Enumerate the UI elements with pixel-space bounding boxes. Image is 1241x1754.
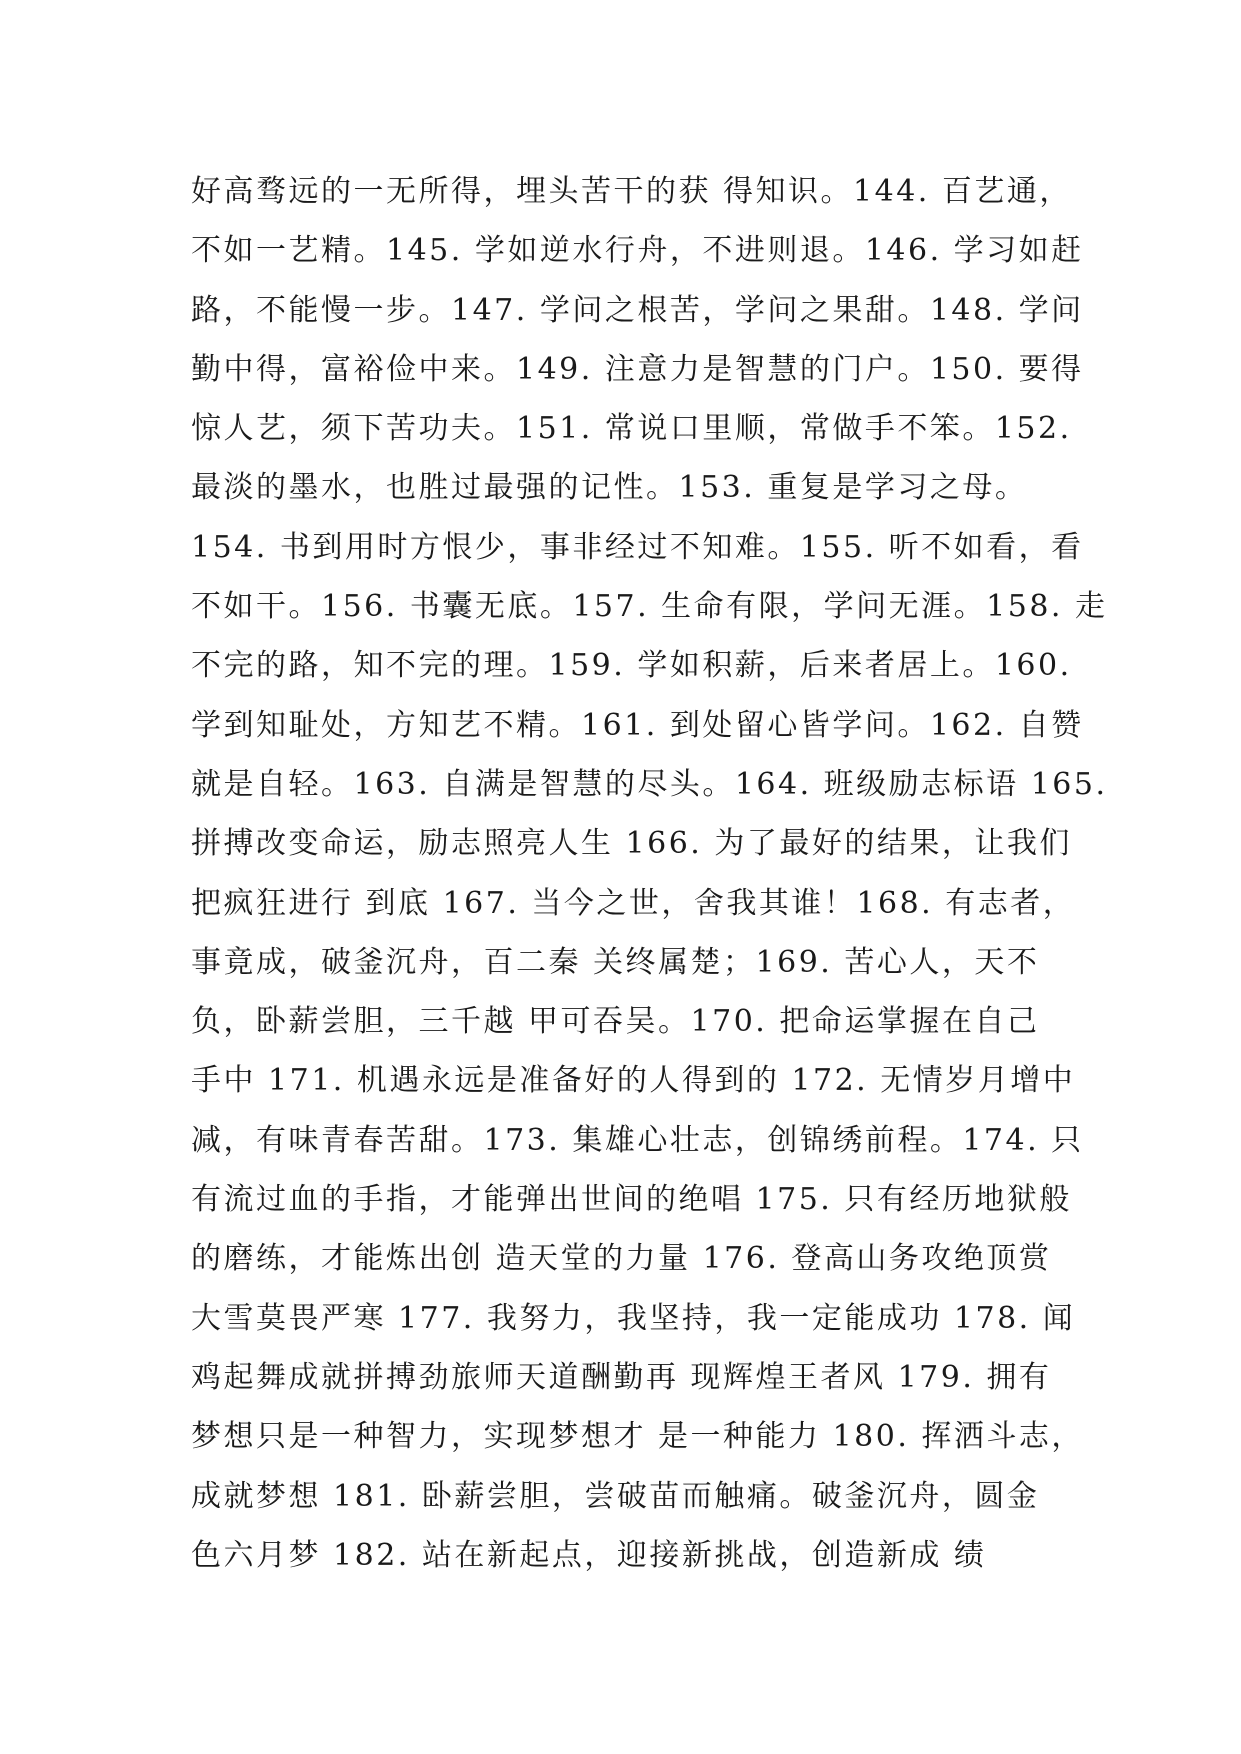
text-line: 鸡起舞成就拼搏劲旅师天道酬勤再 现辉煌王者风 179. 拥有 [191,1359,1052,1395]
text-line: 负，卧薪尝胆，三千越 甲可吞吴。170. 把命运掌握在自己 [191,1004,1040,1040]
text-line: 梦想只是一种智力，实现梦想才 是一种能力 180. 挥洒斗志， [191,1419,1084,1455]
body-text [191,162,1108,1585]
text-line: 色六月梦 182. 站在新起点，迎接新挑战，创造新成 绩 [191,1537,987,1573]
text-line: 好高骛远的一无所得，埋头苦干的获 得知识。144. 百艺通， [191,174,1072,209]
text-line: 手中 171. 机遇永远是准备好的人得到的 172. 无情岁月增中 [191,1063,1076,1099]
text-line: 成就梦想 181. 卧薪尝胆，尝破苗而触痛。破釜沉舟，圆金 [191,1478,1040,1514]
text-line: 最淡的墨水，也胜过最强的记性。153. 重复是学习之母。 [191,470,1028,506]
text-line: 有流过血的手指，才能弹出世间的绝唱 175. 只有经历地狱般 [191,1182,1072,1218]
text-line: 154. 书到用时方恨少，事非经过不知难。155. 听不如看，看 [191,529,1084,565]
text-line: 减，有味青春苦甜。173. 集雄心壮志，创锦绣前程。174. 只 [191,1122,1084,1158]
text-line: 拼搏改变命运，励志照亮人生 166. 为了最好的结果，让我们 [191,826,1072,862]
text-line: 不如干。156. 书囊无底。157. 生命有限，学问无涯。158. 走 [191,589,1108,625]
text-line: 把疯狂进行 到底 167. 当今之世，舍我其谁！168. 有志者， [191,885,1076,921]
text-line: 勤中得，富裕俭中来。149. 注意力是智慧的门户。150. 要得 [191,351,1084,387]
text-line: 就是自轻。163. 自满是智慧的尽头。164. 班级励志标语 165. [191,766,1108,802]
text-line: 不完的路，知不完的理。159. 学如积薪，后来者居上。160. [191,648,1072,684]
text-line: 大雪莫畏严寒 177. 我努力，我坚持，我一定能成功 178. 闻 [191,1300,1076,1336]
text-line: 惊人艺，须下苦功夫。151. 常说口里顺，常做手不笨。152. [191,411,1072,447]
text-line: 的磨练，才能炼出创 造天堂的力量 176. 登高山务攻绝顶赏 [191,1241,1052,1277]
text-line: 路，不能慢一步。147. 学问之根苦，学问之果甜。148. 学问 [191,292,1084,328]
text-line: 学到知耻处，方知艺不精。161. 到处留心皆学问。162. 自赞 [191,707,1084,743]
text-line: 事竟成，破釜沉舟，百二秦 关终属楚；169. 苦心人，天不 [191,944,1040,980]
text-line: 不如一艺精。145. 学如逆水行舟，不进则退。146. 学习如赶 [191,233,1084,269]
